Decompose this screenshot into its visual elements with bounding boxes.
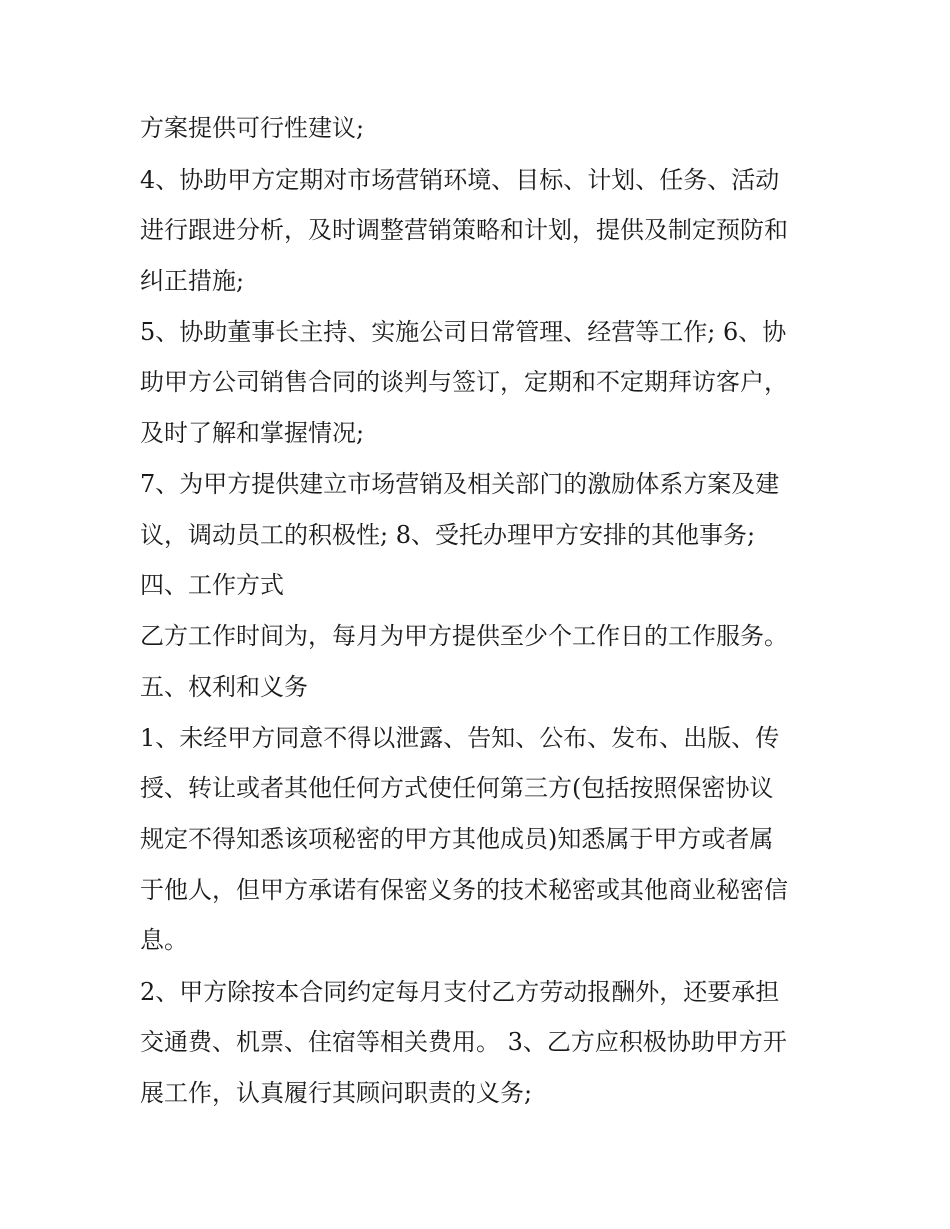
section-heading: 四、工作方式 [140,571,284,599]
text-line: 息。 [140,926,188,954]
text-line: 于他人，但甲方承诺有保密义务的技术秘密或其他商业秘密信 [140,876,788,904]
text-line: 4、协助甲方定期对市场营销环境、目标、计划、任务、活动 [140,166,780,194]
text-line: 助甲方公司销售合同的谈判与签订，定期和不定期拜访客户， [140,368,788,396]
text-line: 2、甲方除按本合同约定每月支付乙方劳动报酬外，还要承担 [140,978,780,1006]
text-line: 7、为甲方提供建立市场营销及相关部门的激励体系方案及建 [140,470,780,498]
text-line: 授、转让或者其他任何方式使任何第三方(包括按照保密协议 [140,774,774,802]
text-line: 1、未经甲方同意不得以泄露、告知、公布、发布、出版、传 [140,724,780,752]
text-line: 5、协助董事长主持、实施公司日常管理、经营等工作; 6、协 [140,318,787,346]
text-line: 及时了解和掌握情况; [140,419,365,447]
text-line: 纠正措施; [140,267,245,295]
section-heading: 五、权利和义务 [140,673,308,701]
text-line: 议，调动员工的积极性; 8、受托办理甲方安排的其他事务; [140,521,756,549]
text-line: 展工作，认真履行其顾问职责的义务; [140,1079,533,1107]
text-line: 乙方工作时间为，每月为甲方提供至少个工作日的工作服务。 [140,622,788,650]
text-line: 规定不得知悉该项秘密的甲方其他成员)知悉属于甲方或者属 [140,825,774,853]
text-line: 交通费、机票、住宿等相关费用。 3、乙方应积极协助甲方开 [140,1028,787,1056]
text-line: 进行跟进分析，及时调整营销策略和计划，提供及制定预防和 [140,216,788,244]
text-line: 方案提供可行性建议; [140,114,365,142]
